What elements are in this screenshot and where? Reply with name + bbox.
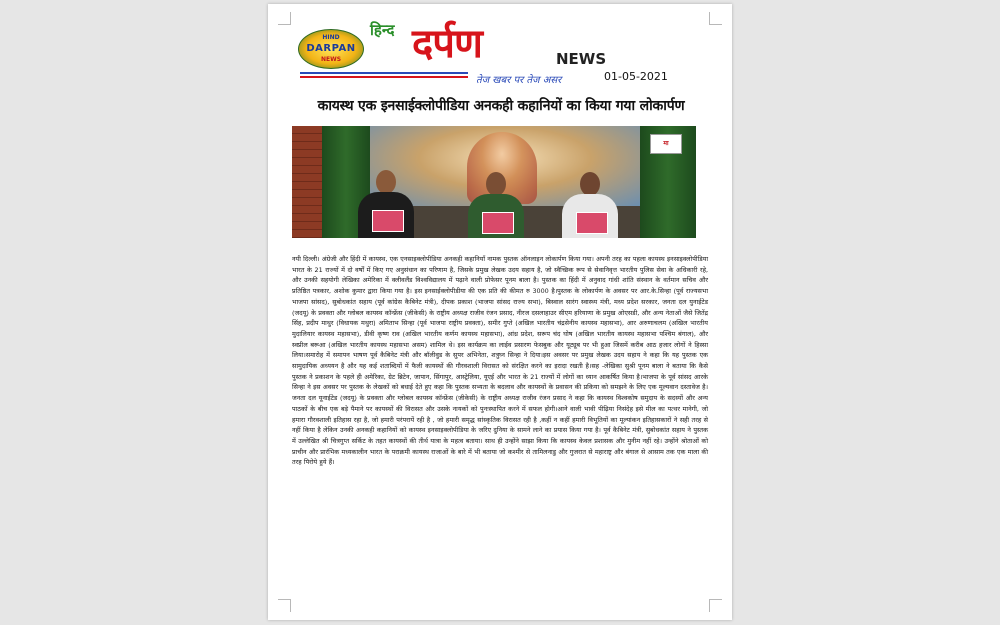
masthead-tagline: तेज खबर पर तेज असर <box>476 75 562 86</box>
logo-line-2: DARPAN <box>306 43 356 54</box>
photo-person-1 <box>358 170 414 238</box>
masthead-rule-red <box>300 76 468 78</box>
book-cover <box>372 210 404 232</box>
masthead-big-title: दर्पण <box>412 21 482 67</box>
photo-person-2 <box>468 172 524 238</box>
article-headline: कायस्थ एक इनसाईक्लोपीडिया अनकही कहानियों का किया गया लोकार्पण <box>317 98 685 114</box>
crop-mark-top-right <box>709 12 722 25</box>
publication-date: 01-05-2021 <box>604 70 668 83</box>
masthead <box>294 20 706 90</box>
article-body: नयी दिल्ली। अंग्रेजी और हिंदी में कायस्थ, एक एनसाइक्लोपीडिया अनकही कहानियाँ नामक पुस्तक ऑनलाइन लोकार्पण किया गया। अपनी तरह का पहला कायस्थ इनसाइक्लोपीडिया भारत के 21 राज्यों में दो वर्षों में किए गए अनुसंधान का परिणाम है, जिसके प्रमुख लेखक उदय सहाय है, जो स्वैच्छिक रूप से सेवानिवृत्त भारतीय पुलिस सेवा के अधिकारी रहे, और उनकी सहयोगी लेखिका अमेरिका में क्लीवलैंड विश्वविद्यालय में पढ़ाने वाली प्रोफेसर पूनम बाला है। पुस्तक का हिंदी में अनुवाद गांधी शांति संस्थान के वर्तमान सचिव और प्रतिष्ठित पत्रकार, अशोक कुमार द्वारा किया गया है। इस इनसाईक्लोपीडीया की एक प्रति की कीमत रु 3000 है।पुस्तक के लोकार्पण के अवसर पर आर.के.सिन्हा (पूर्व राज्यसभा भाजपा सांसद), सुबोधकांत सहाय (पूर्व कांग्रेस कैबिनेट मंत्री), दीपक प्रकाश (भाजपा सांसद राज्य सभा), बिस्वाल सारंग स्वास्थ्य मंत्री, मध्य प्रदेश सरकार, जनता दल युनाईटेड (जदयू) के प्रवक्ता और ग्लोबल कायस्थ कॉन्फ्रेंस (जीकेसी) के राष्ट्रीय अध्यक्ष राजीव रंजन प्रसाद, नीरज दसलाहाउर सीएम हरियाणा के प्रमुख ओएसडी, और अन्य नेताओं जैसे जितेंद्र सिंह, प्रदीप माथुर (विधायक मथुरा) अमिताभ सिन्हा (पूर्व भाजपा राष्ट्रीय प्रवक्ता), समीर गुप्ते (अखिल भारतीय चंद्रसेनीय कायस्थ महासभा), आर अरुणाचलम (अखिल भारतीय मुदालियार कायस्थ महासभा), डीवी कृष्ण राव (अखिल भारतीय कर्णम कायस्थ महासभा), आंध्र प्रदेश, सरूप चंद घोष (अखिल भारतीय कायस्थ महासभा पश्चिम बंगाल), और स्वप्नील बरूआ (अखिल भारतीय कायस्थ महासभा असम) शामिल थे। इस कार्यक्रम का लाईव प्रसारण फेसबुक और यूट्यूब पर भी हुआ जिसमें करीब आठ हजार लोगों ने हिस्सा लिया।समारोह में समापन भाषण पूर्व कैबिनेट मंत्री और बॉलीवुड के सुपर अभिनेता, शत्रुघ्न सिन्हा ने दिया।इस अवसर पर प्रमुख लेखक उदय सहाय ने कहा कि यह पुस्तक एक सामुदायिक अध्ययन है और यह कई शताब्दियों में फैली कायस्थों की गौरवशाली विरासत को संरक्षित करने का इरादा रखती है।सह -लेखिका सुश्री पूनम बाला ने बताया कि कैसे पुस्तक ने प्रकाशन के पहले ही अमेरिका, ग्रेट ब्रिटेन, जापान, सिंगापुर, आस्ट्रेलिया, यूएई और भारत के 21 राज्यों में लोगों का ध्यान आकर्षित किया है।भाजपा के पूर्व सांसद आरके सिन्हा ने इस अवसर पर पुस्तक के लेखकों को बधाई देते हुए कहा कि पुस्तक सभ्यता के बदलाव और कायस्थों के प्रवासन की प्रकिया को समझने के लिए एक मूल्यवान दस्तावेज है। जनता दल यूनाईटेड (जदयू) के प्रवक्ता और ग्लोबल कायस्थ कॉन्फ्रेंस (जीकेसी) के राष्ट्रीय अध्यक्ष राजीव रंजन प्रसाद ने कहा कि कायस्थ विश्वकोष समुदाय के सदस्यों और अन्य पाठकों के बीच एक बड़े पैमाने पर कायस्थों की विरासत और उसके नायकों को पुनःस्थापित करने में सफल होगी।आने वाली भावी पीढ़िया निसंदेह इसे मील का पत्थर मानेगी, जो हमारा गौरवशाली इतिहास रहा है, जो हमारी परंपरायें रही है , जो हमारी समृद्ध सांस्कृतिक विरासत रही है ,कहीं न कहीं हमारी विभूतियों का मूल्यांकन इतिहासकारों ने सही तरह से नहीं किया है लेकिन उनकी अनकही कहानियों को कायस्थ इनसाइक्लोपीडिया के जरिए दुनिया के सामने लाने का प्रयास किया गया है। पूर्व कैबिनेट मंत्री, सुबोधकांत सहाय ने पुस्तक में उल्लेखित श्री चित्रगुप्त सर्किट के तहत कायस्थों की तीर्थ यात्रा के महत्व बताया। साथ ही उन्होंने साझा किया कि कायस्थ केवल प्रशासक और मुनीम नहीं रहे। उन्होंने श्रोताओं को प्राचीन और प्रारंभिक मध्यकालीन भारत के पराक्रमी कायस्थ राजाओं के बारे में भी बताया जो कश्मीर से तामिलनाडु और गुजरात से महाराष्ट्र और बंगाल से आसाम तक एक माला की तरह पिरोये हुये हैं। <box>292 255 708 467</box>
book-cover <box>482 212 514 234</box>
masthead-small-title: हिन्द <box>370 21 395 39</box>
article-photo <box>292 126 696 238</box>
crop-mark-top-left <box>278 12 291 25</box>
crop-mark-bottom-right <box>709 599 722 612</box>
photo-logo-tag: मा <box>650 134 682 154</box>
newspaper-page <box>268 4 732 620</box>
logo-line-3: NEWS <box>320 56 342 63</box>
hind-darpan-logo <box>298 29 364 69</box>
photo-brick-wall <box>292 126 322 238</box>
book-cover <box>576 212 608 234</box>
masthead-rule-blue <box>300 72 468 74</box>
logo-line-1: HIND <box>322 34 340 41</box>
crop-mark-bottom-left <box>278 599 291 612</box>
masthead-news-word: NEWS <box>556 50 607 68</box>
photo-person-3 <box>562 172 618 238</box>
